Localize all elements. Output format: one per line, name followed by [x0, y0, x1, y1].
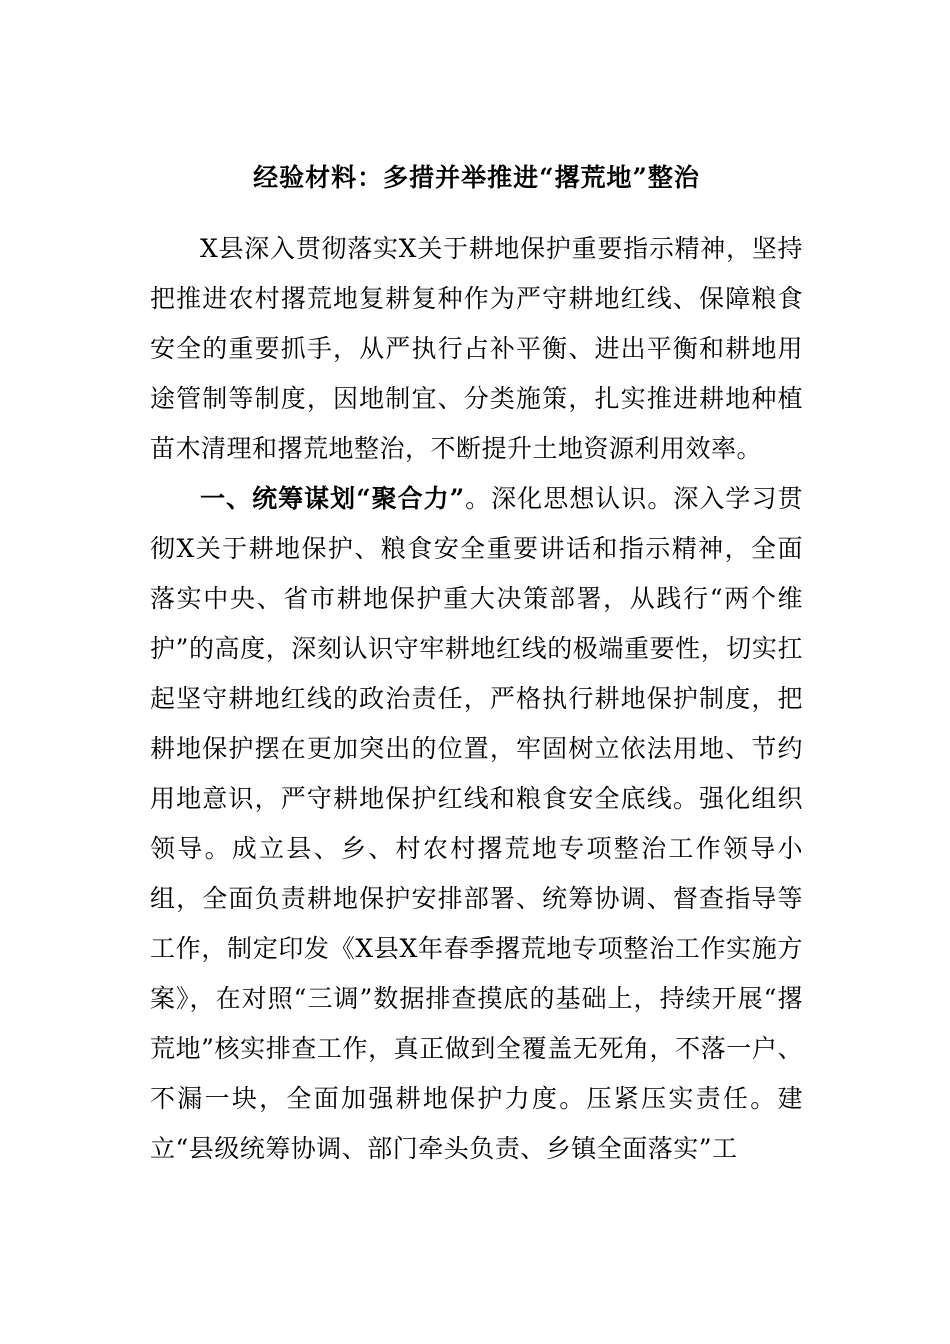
intro-paragraph-text: X县深入贯彻落实X关于耕地保护重要指示精神，坚持把推进农村撂荒地复耕复种作为严守耕地红线、保障粮食安全的重要抓手，从严执行占补平衡、进出平衡和耕地用途管制等制度，因地制宜、分类施策，扎实推进耕地种植苗木清理和撂荒地整治，不断提升土地资源利用效率。	[150, 234, 803, 463]
document-title: 经验材料：多措并举推进“撂荒地”整治	[253, 163, 700, 192]
section-one-heading: 一、统筹谋划“聚合力”	[200, 484, 465, 513]
section-one-paragraph	[150, 474, 803, 1174]
section-one-text: 。深化思想认识。深入学习贯彻X关于耕地保护、粮食安全重要讲话和指示精神，全面落实中央、省市耕地保护重大决策部署，从践行“两个维护”的高度，深刻认识守牢耕地红线的极端重要性，切实扛起坚守耕地红线的政治责任，严格执行耕地保护制度，把耕地保护摆在更加突出的位置，牢固树立依法用地、节约用地意识，严守耕地保护红线和粮食安全底线。强化组织领导。成立县、乡、村农村撂荒地专项整治工作领导小组，全面负责耕地保护安排部署、统筹协调、督查指导等工作，制定印发《X县X年春季撂荒地专项整治工作实施方案》，在对照“三调”数据排查摸底的基础上，持续开展“撂荒地”核实排查工作，真正做到全覆盖无死角，不落一户、不漏一块，全面加强耕地保护力度。压紧压实责任。建立“县级统筹协调、部门牵头负责、乡镇全面落实”工	[150, 484, 803, 1163]
intro-paragraph	[150, 224, 803, 474]
document-body	[150, 155, 803, 1174]
